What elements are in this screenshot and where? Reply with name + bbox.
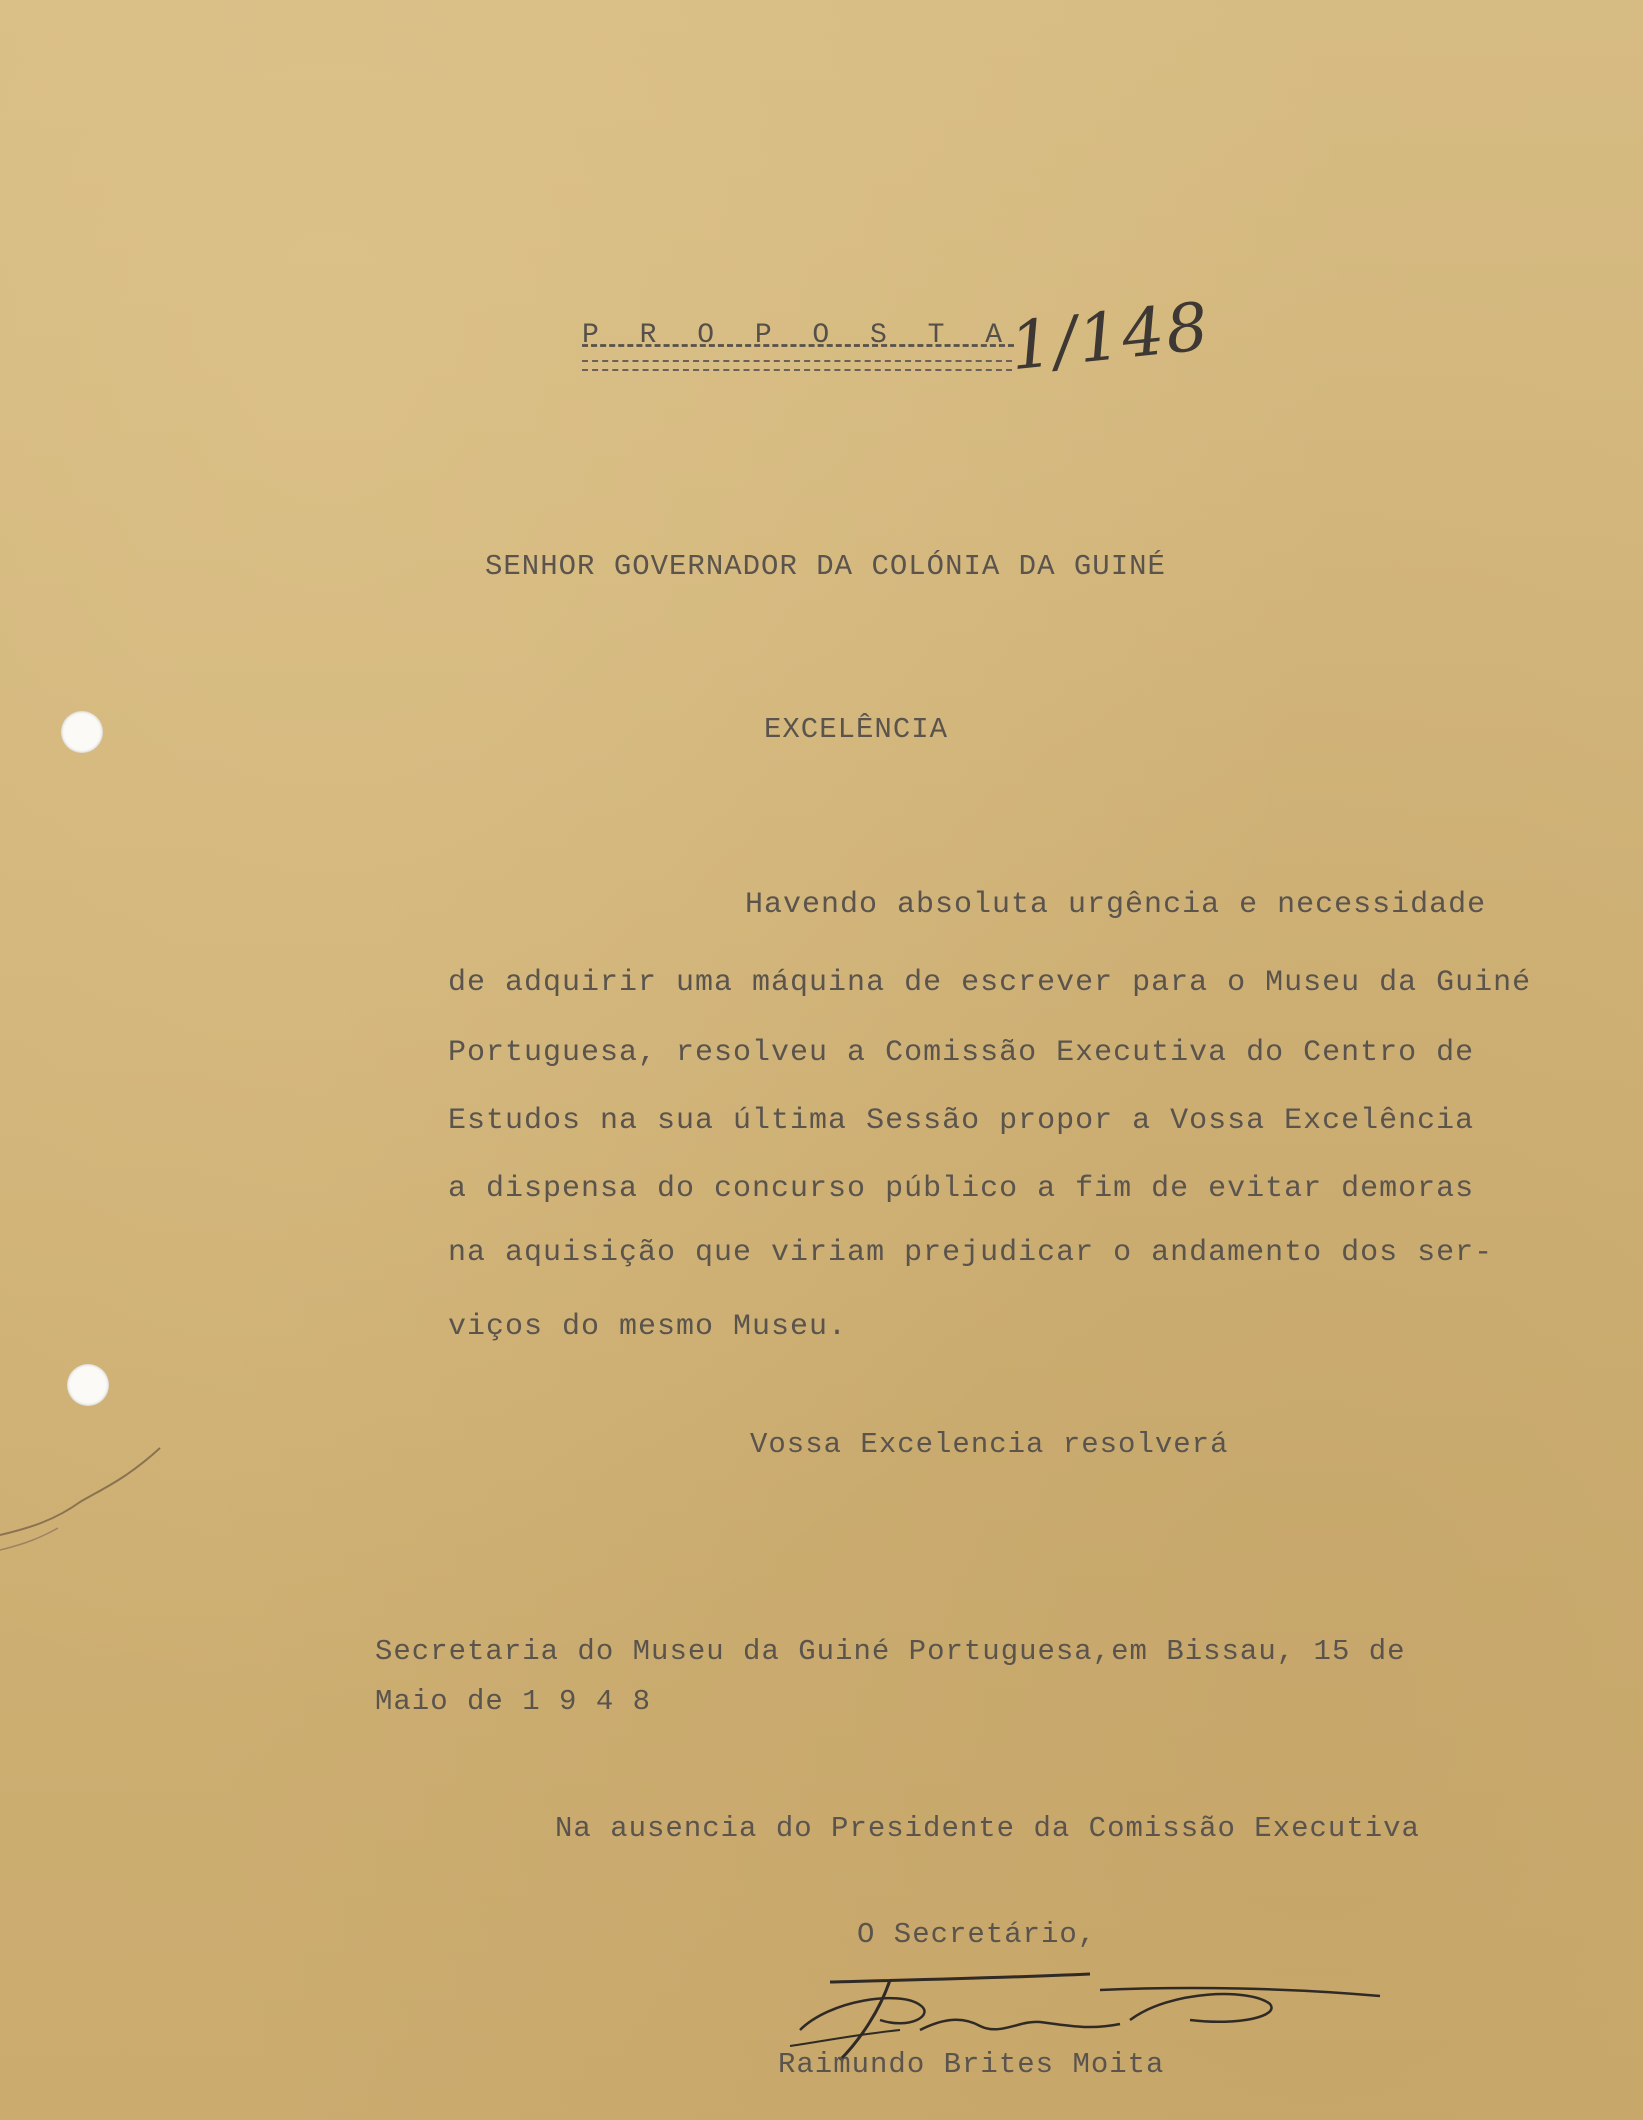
body-line: na aquisição que viriam prejudicar o andamento dos ser-	[448, 1236, 1494, 1270]
body-line: Havendo absoluta urgência e necessidade	[745, 888, 1487, 922]
place-date-line: Secretaria do Museu da Guiné Portuguesa,em Bissau, 15 de	[375, 1635, 1406, 1668]
body-line: Portuguesa, resolveu a Comissão Executiva do Centro de	[448, 1036, 1475, 1070]
body-line: de adquirir uma máquina de escrever para o Museu da Guiné	[448, 966, 1532, 1000]
addressee: SENHOR GOVERNADOR DA COLÓNIA DA GUINÉ	[485, 550, 1166, 583]
absence-note: Na ausencia do Presidente da Comissão Executiva	[555, 1812, 1420, 1845]
punch-hole-bottom	[67, 1364, 109, 1406]
salutation: EXCELÊNCIA	[764, 713, 949, 746]
closing-line: Vossa Excelencia resolverá	[750, 1428, 1229, 1461]
punch-hole-top	[61, 711, 103, 753]
date-line: Maio de 1 9 4 8	[375, 1685, 652, 1718]
title-double-rule	[582, 360, 1012, 371]
body-line: a dispensa do concurso público a fim de evitar demoras	[448, 1172, 1475, 1206]
signatory-title: O Secretário,	[857, 1918, 1097, 1951]
paper-tear	[0, 1440, 175, 1560]
handwritten-proposal-number: 1/148	[1006, 287, 1214, 386]
document-title: P R O P O S T A	[582, 320, 1015, 351]
body-line: viços do mesmo Museu.	[448, 1310, 848, 1344]
body-line: Estudos na sua última Sessão propor a Vossa Excelência	[448, 1104, 1475, 1138]
signatory-name: Raimundo Brites Moita	[778, 2048, 1165, 2081]
title-block	[582, 320, 1014, 351]
